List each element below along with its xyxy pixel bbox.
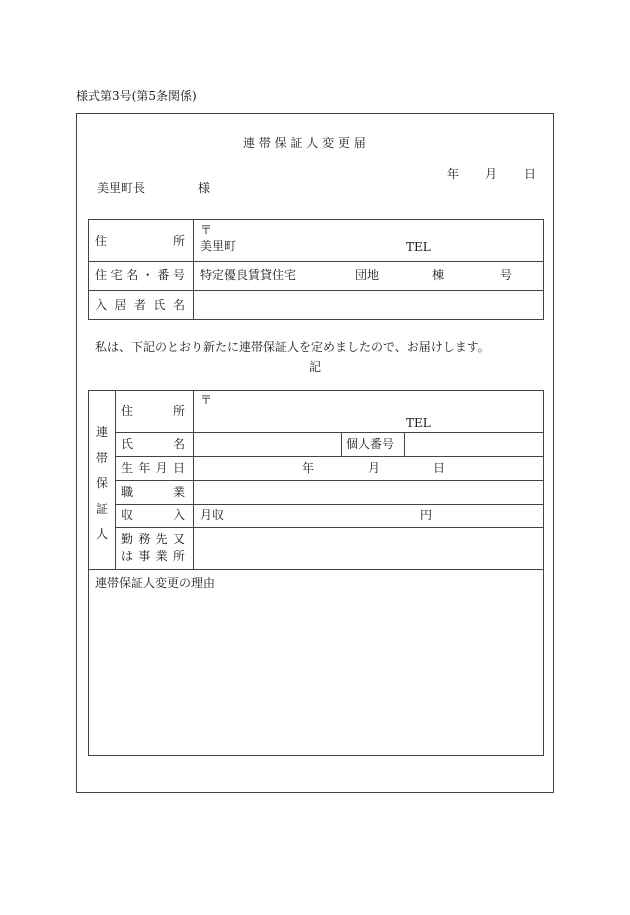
housing-number: 号	[500, 268, 513, 282]
resident-name-field[interactable]	[196, 292, 542, 318]
resident-address-field[interactable]: 美里町	[200, 239, 237, 253]
income-label: 収 入	[121, 508, 185, 522]
resident-tel-label: TEL	[406, 240, 431, 254]
form-title: 連 帯 保 証 人 変 更 届	[243, 136, 366, 150]
date-month: 月	[485, 167, 498, 181]
housing-building: 棟	[432, 268, 445, 282]
resident-address-label: 住 所	[95, 234, 185, 248]
birth-month: 月	[368, 461, 381, 475]
housing-danchi: 団地	[355, 268, 380, 282]
personal-number-label: 個人番号	[346, 437, 395, 451]
addressee-suffix: 様	[198, 181, 211, 195]
income-prefix: 月収	[200, 508, 225, 522]
guarantor-postal-mark: 〒	[200, 393, 213, 407]
resident-postal-mark: 〒	[200, 223, 213, 237]
date-year: 年	[447, 167, 460, 181]
workplace-label-line1: 勤 務 先 又	[121, 532, 185, 546]
guarantor-tel-label: TEL	[406, 416, 431, 430]
personal-number-field[interactable]	[407, 434, 542, 454]
guarantor-name-field[interactable]	[196, 434, 339, 454]
addressee-name: 美里町長	[97, 181, 146, 195]
birth-year: 年	[302, 461, 315, 475]
guarantor-name-label: 氏 名	[121, 437, 185, 451]
workplace-label-line2: は 事 業 所	[121, 549, 185, 563]
guarantor-side-label: 連 帯 保 証 人	[95, 425, 108, 541]
date-day: 日	[524, 167, 537, 181]
occupation-field[interactable]	[196, 482, 542, 502]
form-number: 様式第3号(第5条関係)	[76, 89, 197, 103]
housing-label: 住 宅 名 ・ 番 号	[95, 268, 185, 282]
reason-field[interactable]	[91, 593, 541, 753]
resident-name-label: 入 居 者 氏 名	[95, 298, 185, 312]
income-unit: 円	[420, 508, 433, 522]
birth-day: 日	[433, 461, 446, 475]
occupation-label: 職 業	[121, 485, 185, 499]
guarantor-address-label: 住 所	[121, 404, 185, 418]
ki-mark: 記	[309, 360, 322, 374]
reason-label: 連帯保証人変更の理由	[95, 576, 216, 590]
birth-label: 生 年 月 日	[121, 461, 185, 475]
workplace-field[interactable]	[196, 529, 542, 567]
statement-text: 私は、下記のとおり新たに連帯保証人を定めましたので、お届けします。	[95, 340, 490, 354]
housing-name: 特定優良賃貸住宅	[200, 268, 297, 282]
